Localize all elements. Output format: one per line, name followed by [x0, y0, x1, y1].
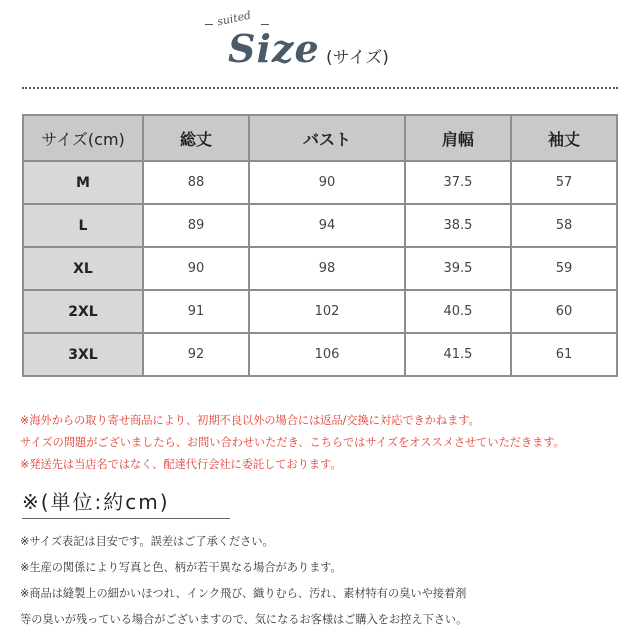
- table-row: [23, 161, 617, 204]
- size-cell: 2XL: [23, 290, 143, 333]
- table-cell: 60: [511, 290, 617, 333]
- table-cell: 88: [143, 161, 249, 204]
- size-logo: Size: [228, 26, 320, 71]
- table-cell: 102: [249, 290, 405, 333]
- header: [0, 0, 640, 90]
- table-cell: 61: [511, 333, 617, 376]
- column-header: 総丈: [143, 115, 249, 161]
- warning-note: サイズの問題がございましたら、お問い合わせいただき、こちらではサイズをオススメさせていただきます。: [20, 436, 565, 449]
- table-cell: 40.5: [405, 290, 511, 333]
- size-subtitle: (サイズ): [326, 48, 389, 68]
- table-row: [23, 247, 617, 290]
- info-note: ※サイズ表記は目安です。誤差はご了承ください。: [20, 535, 274, 548]
- table-cell: 58: [511, 204, 617, 247]
- table-cell: 38.5: [405, 204, 511, 247]
- table-header-row: [23, 115, 617, 161]
- size-cell: 3XL: [23, 333, 143, 376]
- table-cell: 59: [511, 247, 617, 290]
- table-cell: 89: [143, 204, 249, 247]
- table-cell: 94: [249, 204, 405, 247]
- size-table: [22, 114, 618, 377]
- table-cell: 41.5: [405, 333, 511, 376]
- unit-label: ※(単位:約cm): [22, 490, 170, 514]
- table-row: [23, 333, 617, 376]
- table-cell: 98: [249, 247, 405, 290]
- table-cell: 106: [249, 333, 405, 376]
- tag-line-left: [205, 24, 213, 25]
- table-cell: 90: [249, 161, 405, 204]
- info-note: ※商品は縫製上の細かいほつれ、インク飛び、織りむら、汚れ、素材特有の臭いや接着剤: [20, 587, 467, 600]
- warning-note: ※発送先は当店名ではなく、配達代行会社に委託しております。: [20, 458, 342, 471]
- size-cell: M: [23, 161, 143, 204]
- dotted-divider: [22, 87, 618, 89]
- table-cell: 57: [511, 161, 617, 204]
- column-header: バスト: [249, 115, 405, 161]
- warning-note: ※海外からの取り寄せ商品により、初期不良以外の場合には返品/交換に対応できかねます。: [20, 414, 480, 427]
- table-row: [23, 290, 617, 333]
- info-note: 等の臭いが残っている場合がございますので、気になるお客様はご購入をお控え下さい。: [20, 613, 468, 626]
- suited-text: suited: [216, 8, 253, 29]
- table-row: [23, 204, 617, 247]
- tag-line-right: [261, 24, 269, 25]
- table-cell: 91: [143, 290, 249, 333]
- column-header: 肩幅: [405, 115, 511, 161]
- table-cell: 39.5: [405, 247, 511, 290]
- table-cell: 92: [143, 333, 249, 376]
- column-header: サイズ(cm): [23, 115, 143, 161]
- table-cell: 90: [143, 247, 249, 290]
- size-cell: XL: [23, 247, 143, 290]
- unit-underline: [22, 518, 230, 519]
- info-note: ※生産の関係により写真と色、柄が若干異なる場合があります。: [20, 561, 342, 574]
- table-cell: 37.5: [405, 161, 511, 204]
- size-cell: L: [23, 204, 143, 247]
- column-header: 袖丈: [511, 115, 617, 161]
